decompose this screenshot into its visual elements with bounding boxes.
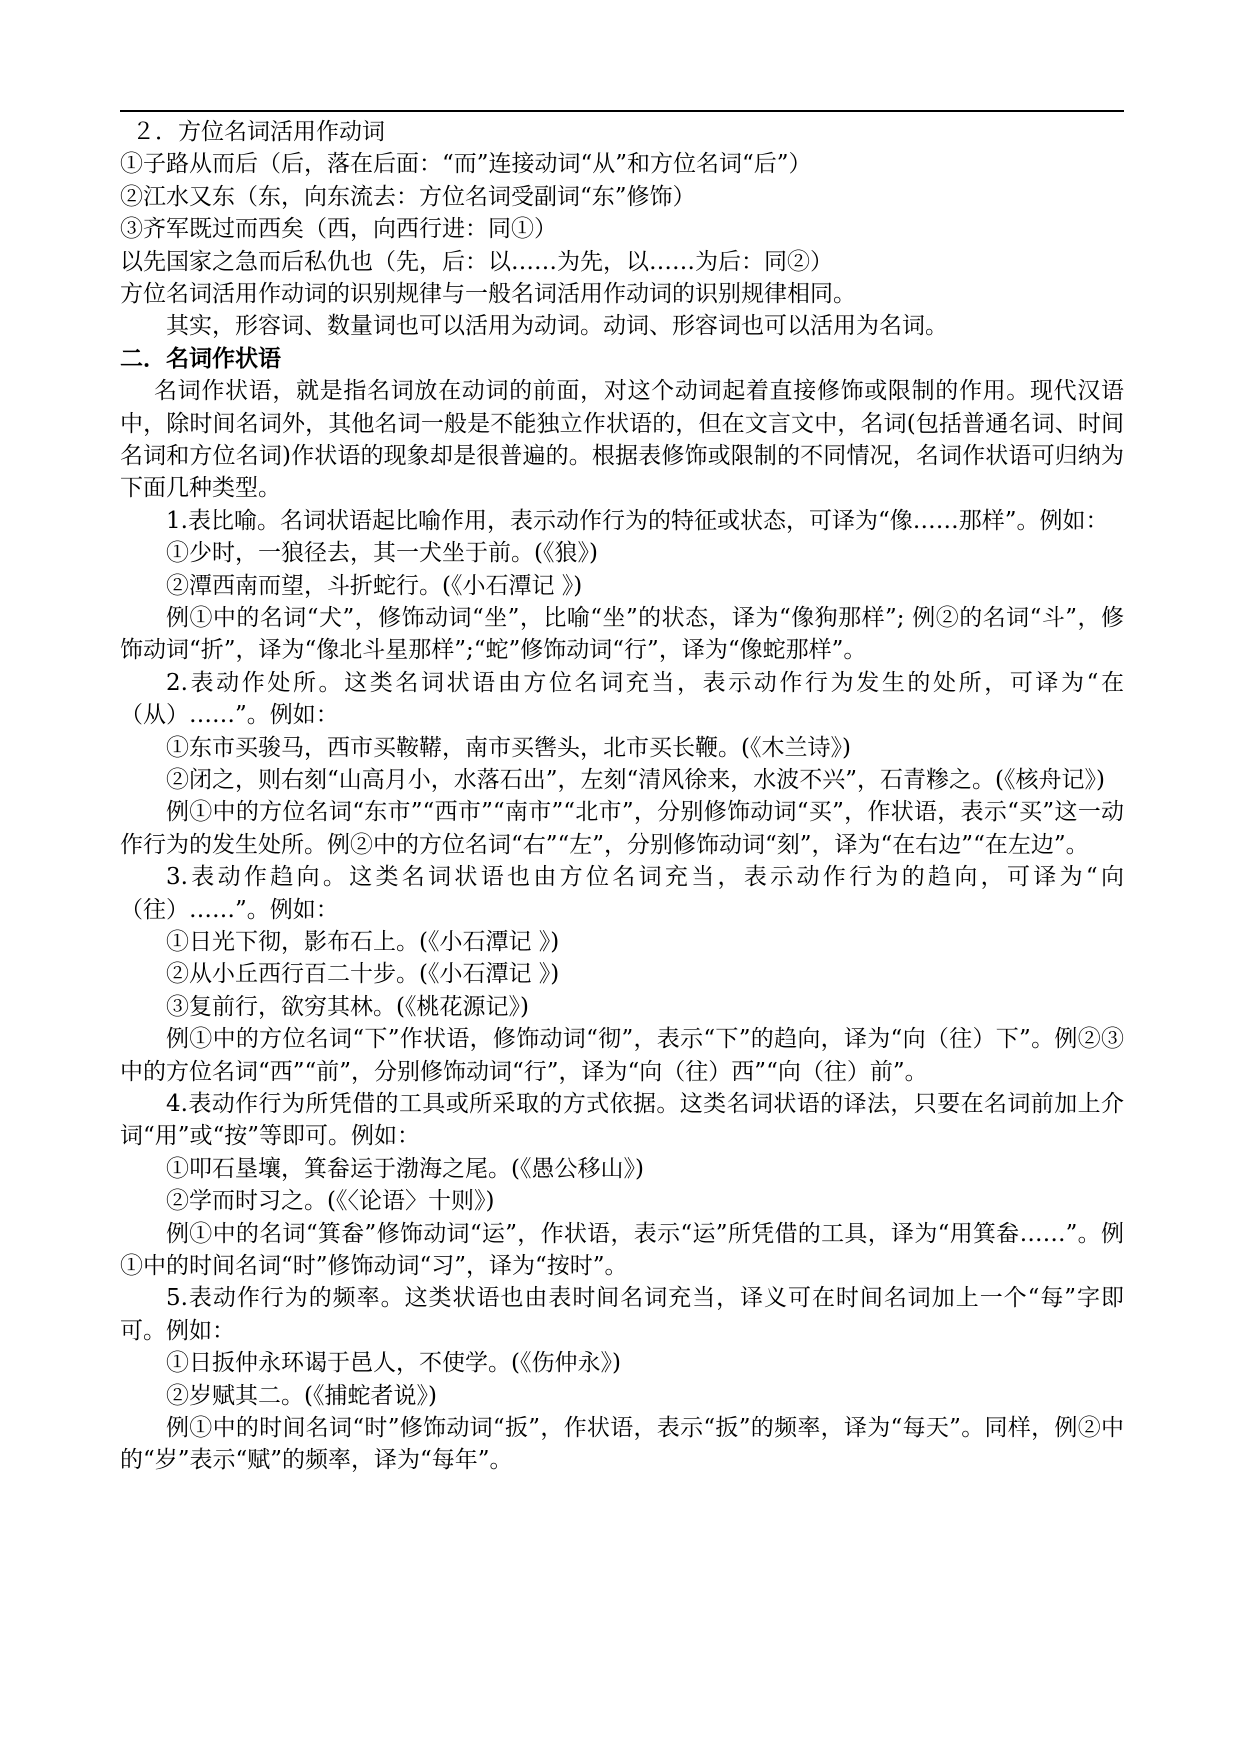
section-heading: ２．方位名词活用作动词 bbox=[132, 119, 385, 145]
example-line: ②潭西南而望，斗折蛇行。(《小石潭记 》) bbox=[166, 572, 583, 599]
type-title: 3.表动作趋向。这类名词状语也由方位名词充当，表示动作行为的趋向，可译为“向（往）……”。例如： bbox=[120, 864, 1124, 923]
example-line: ③齐军既过而西矣（西，向西行进：同①） bbox=[120, 216, 557, 243]
example-line: ②从小丘西行百二十步。(《小石潭记 》) bbox=[166, 961, 560, 988]
section-heading: 二．名词作状语 bbox=[120, 344, 281, 372]
explain-paragraph: 例①中的方位名词“下”作状语，修饰动词“彻”，表示“下”的趋向，译为“向（往）下”。例②③中的方位名词“西”“前”，分别修饰动词“行”，译为“向（往）西”“向（往）前”。 bbox=[120, 1026, 1124, 1085]
explain-paragraph: 例①中的方位名词“东市”“西市”“南市”“北市”，分别修饰动词“买”，作状语，表示“买”这一动作行为的发生处所。例②中的方位名词“右”“左”，分别修饰动词“刻”，译为“在右边”“在左边”。 bbox=[120, 799, 1124, 858]
example-line: ②闭之，则右刻“山高月小，水落石出”，左刻“清风徐来，水波不兴”，石青糁之。(《核舟记》) bbox=[166, 766, 1105, 793]
rule-text: 方位名词活用作动词的识别规律与一般名词活用作动词的识别规律相同。 bbox=[120, 280, 856, 307]
example-line: ①日扳仲永环谒于邑人，不使学。(《伤仲永》) bbox=[166, 1350, 621, 1377]
type-title: 5.表动作行为的频率。这类状语也由表时间名词充当，译义可在时间名词加上一个“每”字即可。例如： bbox=[120, 1285, 1124, 1344]
type-title: 2.表动作处所。这类名词状语由方位名词充当，表示动作行为发生的处所，可译为“在（从）……”。例如： bbox=[120, 669, 1124, 729]
explain-paragraph: 例①中的名词“箕畚”修饰动词“运”，作状语，表示“运”所凭借的工具，译为“用箕畚……”。例①中的时间名词“时”修饰动词“习”，译为“按时”。 bbox=[120, 1220, 1124, 1279]
note-text: 其实，形容词、数量词也可以活用为动词。动词、形容词也可以活用为名词。 bbox=[166, 313, 948, 340]
example-line: ①子路从而后（后，落在后面：“而”连接动词“从”和方位名词“后”） bbox=[120, 151, 812, 178]
type-title: 1.表比喻。名词状语起比喻作用，表示动作行为的特征或状态，可译为“像……那样”。例如： bbox=[166, 507, 1109, 534]
intro-paragraph: 名词作状语，就是指名词放在动词的前面，对这个动词起着直接修饰或限制的作用。现代汉语中，除时间名词外，其他名词一般是不能独立作状语的，但在文言文中，名词(包括普通名词、时间名词和方位名词)作状语的现象却是很普遍的。根据表修饰或限制的不同情况，名词作状语可归纳为下面几种类型。 bbox=[120, 378, 1124, 502]
example-line: ①叩石垦壤，箕畚运于渤海之尾。(《愚公移山》) bbox=[166, 1155, 644, 1182]
explain-paragraph: 例①中的名词“犬”，修饰动词“坐”，比喻“坐”的状态，译为“像狗那样”; 例②的名词“斗”，修饰动词“折”，译为“像北斗星那样”;“蛇”修饰动词“行”，译为“像蛇那样”。 bbox=[120, 604, 1124, 664]
example-line: 以先国家之急而后私仇也（先，后：以……为先，以……为后：同②） bbox=[120, 248, 833, 275]
header-rule bbox=[120, 110, 1124, 112]
explain-paragraph: 例①中的时间名词“时”修饰动词“扳”，作状语，表示“扳”的频率，译为“每天”。同样，例②中的“岁”表示“赋”的频率，译为“每年”。 bbox=[120, 1414, 1124, 1474]
example-line: ①东市买骏马，西市买鞍鞯，南市买辔头，北市买长鞭。(《木兰诗》) bbox=[166, 734, 851, 761]
document-body bbox=[120, 116, 1124, 1477]
example-line: ②学而时习之。(《〈论语〉十则》) bbox=[166, 1188, 495, 1215]
example-line: ②岁赋其二。(《捕蛇者说》) bbox=[166, 1382, 437, 1409]
example-line: ③复前行，欲穷其林。(《桃花源记》) bbox=[166, 993, 529, 1020]
example-line: ①少时，一狼径去，其一犬坐于前。(《狼》) bbox=[166, 540, 598, 567]
type-title: 4.表动作行为所凭借的工具或所采取的方式依据。这类名词状语的译法，只要在名词前加上介词“用”或“按”等即可。例如： bbox=[120, 1090, 1124, 1150]
example-line: ①日光下彻，影布石上。(《小石潭记 》) bbox=[166, 928, 560, 955]
example-line: ②江水又东（东，向东流去：方位名词受副词“东”修饰） bbox=[120, 183, 696, 210]
